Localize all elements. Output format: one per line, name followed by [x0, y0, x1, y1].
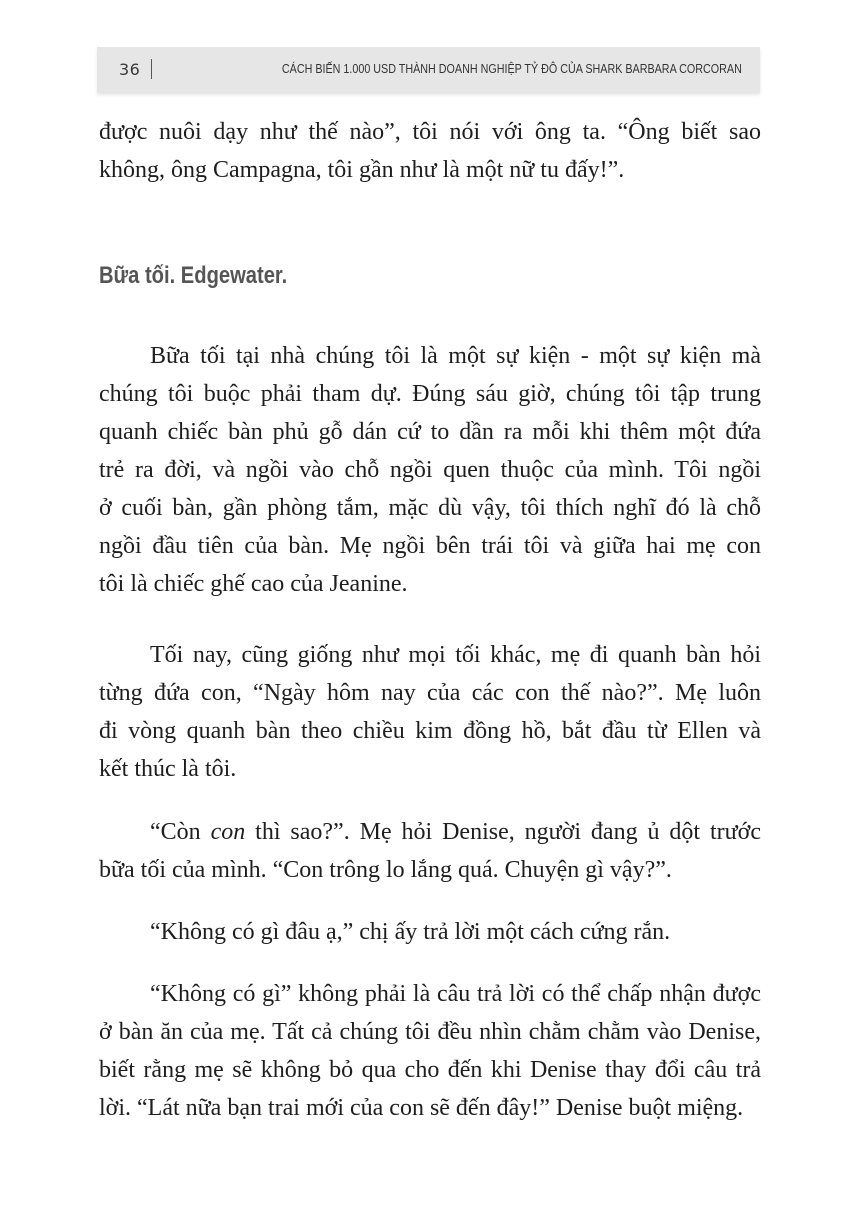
paragraph — [99, 975, 761, 1127]
text-line: đi vòng quanh bàn theo chiều kim đồng hồ, bắt đầu từ Ellen và — [99, 718, 761, 744]
text-line: lời. “Lát nữa bạn trai mới của con sẽ đến đây!” Denise buột miệng. — [99, 1095, 744, 1121]
text-run: thì sao?”. Mẹ hỏi Denise, người đang ủ dột trước — [245, 819, 761, 845]
text-line: “Không có gì” không phải là câu trả lời có thể chấp nhận được — [150, 981, 761, 1007]
text-line: ở bàn ăn của mẹ. Tất cả chúng tôi đều nhìn chằm chằm vào Denise, — [99, 1019, 761, 1045]
text-line: chúng tôi buộc phải tham dự. Đúng sáu giờ, chúng tôi tập trung — [99, 381, 761, 407]
text-line: bữa tối của mình. “Con trông lo lắng quá. Chuyện gì vậy?”. — [99, 857, 672, 883]
text-line: ở cuối bàn, gần phòng tắm, mặc dù vậy, tôi thích nghĩ đó là chỗ — [99, 495, 761, 521]
text-run: “Còn — [150, 819, 211, 845]
header-divider — [151, 59, 152, 79]
text-line: từng đứa con, “Ngày hôm nay của các con thế nào?”. Mẹ luôn — [99, 680, 761, 706]
text-line: được nuôi dạy như thế nào”, tôi nói với ông ta. “Ông biết sao — [99, 119, 761, 145]
paragraph — [99, 913, 761, 951]
text-line: biết rằng mẹ sẽ không bỏ qua cho đến khi Denise thay đổi câu trả — [99, 1057, 761, 1083]
paragraph — [99, 636, 761, 788]
section-heading: Bữa tối. Edgewater. — [99, 262, 288, 289]
paragraph — [99, 813, 761, 889]
text-line: “Không có gì đâu ạ,” chị ấy trả lời một cách cứng rắn. — [150, 919, 671, 945]
text-line: Tối nay, cũng giống như mọi tối khác, mẹ đi quanh bàn hỏi — [150, 642, 761, 668]
page-number: 36 — [119, 60, 141, 79]
paragraph — [99, 337, 761, 603]
text-line — [99, 813, 761, 851]
running-header — [97, 47, 760, 93]
text-line: trẻ ra đời, và ngồi vào chỗ ngồi quen thuộc của mình. Tôi ngồi — [99, 457, 761, 483]
text-line: không, ông Campagna, tôi gần như là một nữ tu đấy!”. — [99, 157, 625, 183]
running-title: CÁCH BIẾN 1.000 USD THÀNH DOANH NGHIỆP TỶ ĐÔ CỦA SHARK BARBARA CORCORAN — [282, 62, 742, 76]
text-line: tôi là chiếc ghế cao của Jeanine. — [99, 571, 408, 597]
text-line: quanh chiếc bàn phủ gỗ dán cứ to dần ra mỗi khi thêm một đứa — [99, 419, 761, 445]
text-line: ngồi đầu tiên của bàn. Mẹ ngồi bên trái tôi và giữa hai mẹ con — [99, 533, 761, 559]
text-line: Bữa tối tại nhà chúng tôi là một sự kiện - một sự kiện mà — [150, 343, 761, 369]
text-line: kết thúc là tôi. — [99, 756, 237, 782]
emphasis-text: con — [210, 819, 246, 845]
paragraph-continuation — [99, 113, 761, 189]
